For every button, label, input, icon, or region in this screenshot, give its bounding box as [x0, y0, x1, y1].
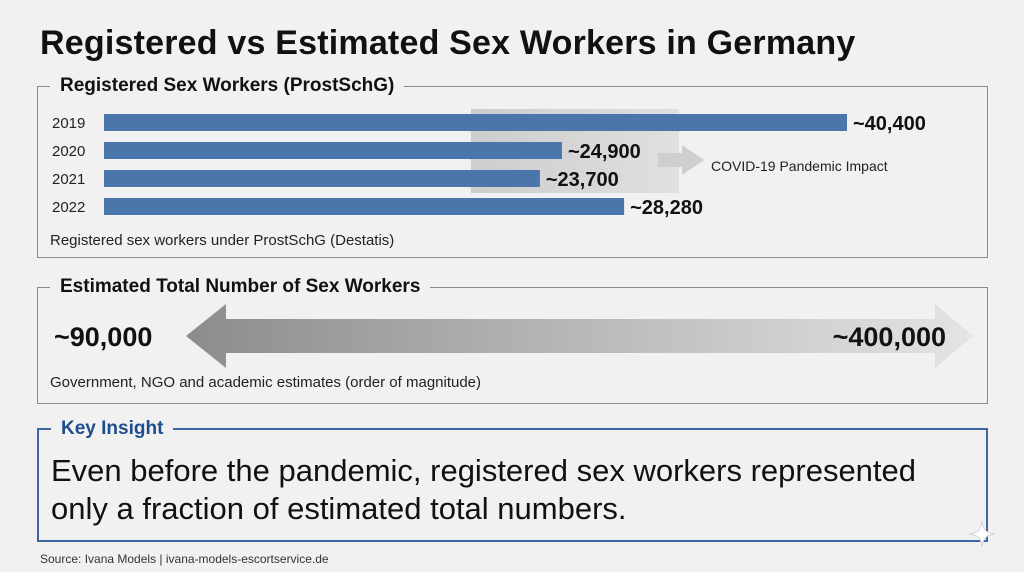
year-label: 2022 [52, 199, 86, 216]
estimated-note: Government, NGO and academic estimates (order of magnitude) [50, 374, 482, 391]
estimate-high-label: ~400,000 [832, 322, 946, 352]
registered-panel [37, 75, 988, 258]
insight-text: Even before the pandemic, registered sex workers represented only a fraction of estimated total numbers. [51, 453, 917, 526]
value-label-2019: ~40,400 [853, 113, 926, 135]
value-label-2022: ~28,280 [630, 197, 703, 219]
estimated-panel-heading: Estimated Total Number of Sex Workers [50, 275, 430, 299]
value-label-2021: ~23,700 [545, 169, 619, 191]
registered-note: Registered sex workers under ProstSchG (Destatis) [50, 232, 395, 249]
source-note: Source: Ivana Models | ivana-models-escortservice.de [40, 552, 329, 566]
value-label-2020: ~24,900 [567, 141, 641, 163]
insight-panel [37, 418, 988, 542]
insight-heading: Key Insight [51, 417, 173, 441]
year-label: 2021 [52, 171, 86, 188]
bar-2022 [104, 198, 624, 215]
estimated-panel [37, 276, 988, 404]
estimate-low-label: ~90,000 [54, 322, 153, 352]
year-label: 2019 [52, 115, 86, 132]
bar-2019 [104, 114, 847, 131]
covid-annotation: COVID-19 Pandemic Impact [711, 158, 888, 174]
year-label: 2020 [52, 143, 86, 160]
bar-2020 [104, 142, 562, 159]
page-title: Registered vs Estimated Sex Workers in Germany [40, 24, 856, 62]
sparkle-icon [968, 520, 996, 548]
registered-panel-heading: Registered Sex Workers (ProstSchG) [50, 74, 404, 98]
bar-2021 [104, 170, 540, 187]
